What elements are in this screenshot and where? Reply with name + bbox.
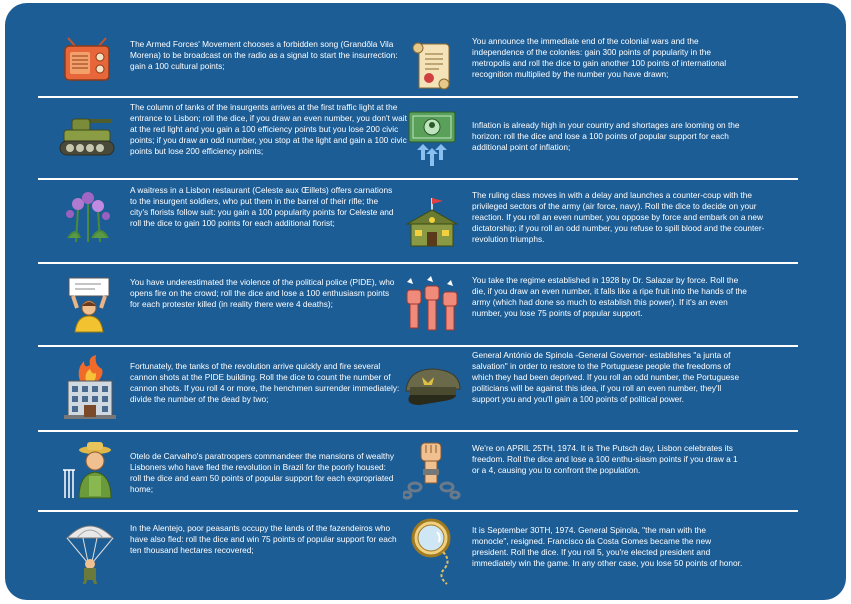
event-card-text: The Armed Forces' Movement chooses a forbidden song (Grandôla Vila Morena) to be broadcast on the radio as a signal to start the insurrection: gain a 100 cultural points;	[130, 39, 398, 72]
barracks-icon	[405, 196, 459, 248]
event-card-text: You take the regime established in 1928 by Dr. Salazar by force. Roll the die, if you draw an even number, it falls like a ripe fruit into the hands of the army (which had done so much to establish this power). If it's an even number, you lose 75 points of popular support.	[472, 275, 747, 319]
event-card-text: Inflation is already high in your country and shortages are looming on the horizon: roll the dice and lose a 100 points of popular support for each additional point of inflation;	[472, 120, 740, 153]
separator	[38, 262, 798, 264]
event-card-text: In the Alentejo, poor peasants occupy the lands of the fazendeiros who have also fled: roll the dice and win 75 points of popular support for each ten thousand hectares recovered;	[130, 523, 397, 556]
burning-building-icon	[62, 355, 118, 421]
event-card-text: Otelo de Carvalho's paratroopers commandeer the mansions of wealthy Lisboners who have fled the revolution in Brazil for the poorly housed: roll the dice and earn 50 points of popular support for each expropriated home;	[130, 451, 394, 495]
broken-chain-fist-icon	[403, 441, 461, 503]
scroll-decree-icon	[409, 40, 453, 90]
protester-sign-icon	[65, 274, 113, 334]
military-cap-icon	[400, 365, 464, 409]
event-cards-panel	[5, 3, 846, 600]
farmer-icon	[61, 440, 121, 500]
raised-fists-icon	[403, 276, 461, 336]
separator	[38, 96, 798, 98]
separator	[38, 345, 798, 347]
event-card-text: A waitress in a Lisbon restaurant (Celeste aux Œillets) offers carnations to the insurgent soldiers, who put them in the barrel of their rifle; the city's florists follow suit: you gain a 100 popularity points for Celeste and roll the dice to gain 100 points for each additional florist;	[130, 185, 394, 229]
monocle-icon	[407, 518, 459, 588]
event-card-text: It is September 30TH, 1974. General Spinola, "the man with the monocle", resigned. Francisco da Costa Gomes became the new president. Roll the dice. If you roll 5, you're elected president and immediately win the game. In any other case, you lose 50 points of honor.	[472, 525, 743, 569]
event-card-text: Fortunately, the tanks of the revolution arrive quickly and fire several cannon shots at the PIDE building. Roll the dice to count the number of cannon shots. If you roll 4 or more, the henchmen surrender immediately: divide the number of the dead by two;	[130, 361, 400, 405]
separator	[38, 510, 798, 512]
paratrooper-icon	[65, 518, 115, 584]
event-card-text: You have underestimated the violence of the political police (PIDE), who opens fire on the crowd; roll the dice and lose a 100 enthusiasm points for each protester killed (in reality there were 4 deaths);	[130, 277, 395, 310]
radio-icon	[62, 36, 112, 82]
event-card-text: The ruling class moves in with a delay and launches a counter-coup with the privileged sectors of the army (air force, navy). Roll the dice to decide on your reaction. If you roll an even number, you oppose by force and embark on a new dictatorship; if you roll an odd number, you refuse to spill blood and the counter-revolution triumphs.	[472, 190, 765, 245]
event-card-text: General António de Spinola -General Governor- establishes "a junta of salvation" in order to restore to the Portuguese people the freedoms of which they had been deprived. If you roll an odd number, the Portuguese politicians will be against this idea, if you roll an even number, they'll support you and you'll gain a 100 points of political power.	[472, 350, 740, 405]
separator	[38, 430, 798, 432]
event-card-text: You announce the immediate end of the colonial wars and the independence of the colonies: gain 300 points of popularity in the metropolis and roll the dice to gain another 100 points of international recognition multiplied by the number you have drawn;	[472, 36, 727, 80]
separator	[38, 178, 798, 180]
event-card-text: We're on APRIL 25TH, 1974. It is The Putsch day, Lisbon celebrates its freedom. Roll the dice and lose a 100 enthu-siasm points if you draw a 1 or a 4, causing you to confront the population.	[472, 443, 738, 476]
carnation-flowers-icon	[62, 188, 114, 244]
event-card-text: The column of tanks of the insurgents arrives at the first traffic light at the entrance to Lisbon; roll the dice, if you draw an even number, you don't wait at the red light and you gain a 100 efficiency points but you lose 200 civic points; if you draw an odd number, you stop at the light and gain a 100 civic points but lose 200 efficiency points;	[130, 102, 407, 157]
inflation-banknote-icon	[407, 110, 457, 168]
tank-icon	[58, 115, 116, 159]
